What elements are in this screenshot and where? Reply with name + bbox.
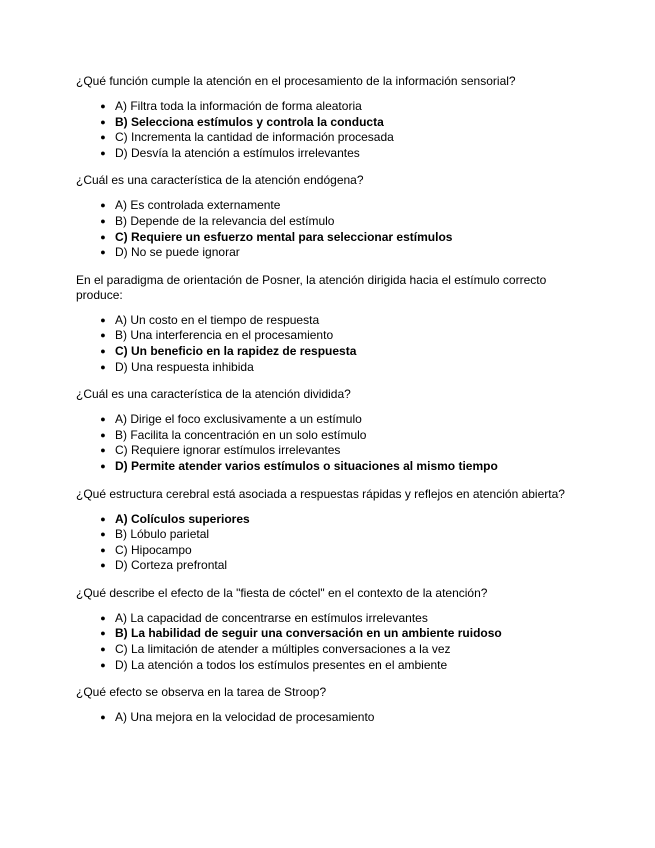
bullet-icon: ● (100, 712, 106, 723)
option-3c: ● C) Un beneficio en la rapidez de respuesta (76, 344, 576, 360)
bullet-icon: ● (100, 445, 106, 456)
option-2d: ● D) No se puede ignorar (76, 245, 576, 261)
bullet-icon: ● (100, 628, 106, 639)
option-6c: ● C) La limitación de atender a múltiples conversaciones a la vez (76, 642, 576, 658)
option-4b: ● B) Facilita la concentración en un solo estímulo (76, 428, 576, 444)
options-list-5 (76, 512, 576, 574)
question-1: ¿Qué función cumple la atención en el procesamiento de la información sensorial? (76, 74, 516, 88)
question-7: ¿Qué efecto se observa en la tarea de Stroop? (76, 685, 327, 700)
option-5c: ● C) Hipocampo (76, 543, 576, 559)
option-1c: ● C) Incrementa la cantidad de información procesada (76, 130, 576, 146)
bullet-icon: ● (100, 513, 106, 524)
option-1b: ● B) Selecciona estímulos y controla la conducta (76, 115, 576, 131)
option-1d: ● D) Desvía la atención a estímulos irrelevantes (76, 146, 576, 162)
bullet-icon: ● (100, 560, 106, 571)
bullet-icon: ● (100, 361, 106, 372)
options-list-6 (76, 611, 576, 673)
bullet-icon: ● (100, 659, 106, 670)
options-list-1 (76, 99, 576, 161)
bullet-icon: ● (100, 414, 106, 425)
question-6: ¿Qué describe el efecto de la "fiesta de cóctel" en el contexto de la atención? (76, 585, 488, 600)
option-1a: ● A) Filtra toda la información de forma aleatoria (76, 99, 576, 115)
bullet-icon: ● (100, 529, 106, 540)
option-4d: ● D) Permite atender varios estímulos o situaciones al mismo tiempo (76, 459, 576, 475)
bullet-icon: ● (100, 132, 106, 143)
option-3b: ● B) Una interferencia en el procesamiento (76, 328, 576, 344)
option-6d: ● D) La atención a todos los estímulos presentes en el ambiente (76, 658, 576, 674)
option-4a: ● A) Dirige el foco exclusivamente a un estímulo (76, 412, 576, 428)
bullet-icon: ● (100, 231, 106, 242)
bullet-icon: ● (100, 116, 106, 127)
bullet-icon: ● (100, 314, 106, 325)
question-2: ¿Cuál es una característica de la atención endógena? (76, 173, 364, 188)
option-6a: ● A) La capacidad de concentrarse en estímulos irrelevantes (76, 611, 576, 627)
option-2b: ● B) Depende de la relevancia del estímulo (76, 214, 576, 230)
bullet-icon: ● (100, 460, 106, 471)
option-6b: ● B) La habilidad de seguir una conversación en un ambiente ruidoso (76, 626, 576, 642)
option-2c: ● C) Requiere un esfuerzo mental para seleccionar estímulos (76, 230, 576, 246)
bullet-icon: ● (100, 101, 106, 111)
document-page (76, 74, 576, 738)
bullet-icon: ● (100, 200, 106, 211)
bullet-icon: ● (100, 612, 106, 623)
option-5b: ● B) Lóbulo parietal (76, 527, 576, 543)
bullet-icon: ● (100, 644, 106, 655)
option-5a: ● A) Colículos superiores (76, 512, 576, 528)
options-list-4 (76, 412, 576, 474)
bullet-icon: ● (100, 215, 106, 226)
question-3: En el paradigma de orientación de Posner, la atención dirigida hacia el estímulo correcto produce: (76, 272, 547, 302)
bullet-icon: ● (100, 544, 106, 555)
option-4c: ● C) Requiere ignorar estímulos irrelevantes (76, 443, 576, 459)
bullet-icon: ● (100, 330, 106, 341)
option-2a: ● A) Es controlada externamente (76, 198, 576, 214)
bullet-icon: ● (100, 247, 106, 258)
options-list-2 (76, 198, 576, 260)
options-list-7 (76, 710, 576, 726)
option-5d: ● D) Corteza prefrontal (76, 558, 576, 574)
bullet-icon: ● (100, 345, 106, 356)
option-3d: ● D) Una respuesta inhibida (76, 360, 576, 376)
bullet-icon: ● (100, 429, 106, 440)
question-5: ¿Qué estructura cerebral está asociada a respuestas rápidas y reflejos en atención abierta? (76, 486, 565, 501)
option-3a: ● A) Un costo en el tiempo de respuesta (76, 313, 576, 329)
question-4: ¿Cuál es una característica de la atención dividida? (76, 387, 351, 402)
option-7a: ● A) Una mejora en la velocidad de procesamiento (76, 710, 576, 726)
bullet-icon: ● (100, 147, 106, 158)
options-list-3 (76, 313, 576, 375)
